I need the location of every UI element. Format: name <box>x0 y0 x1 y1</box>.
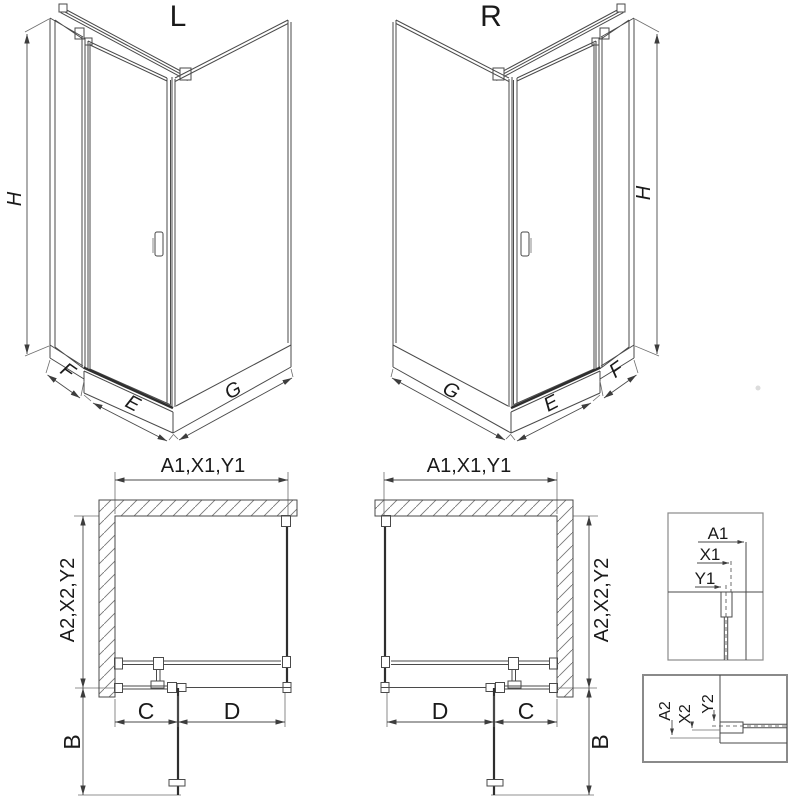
dim-label-f-right: F <box>605 357 628 383</box>
detail-a1-label: A1 <box>707 524 729 543</box>
wall-hatch-left-plan <box>99 500 297 697</box>
detail-y1-label: Y1 <box>694 569 716 588</box>
plan-left-c-label: C <box>137 698 155 724</box>
detail-box-side-profile <box>643 675 787 762</box>
detail-y2-label: Y2 <box>700 694 717 714</box>
plan-right-depth-label: A2,X2,Y2 <box>591 557 613 643</box>
plan-right-d-label: D <box>431 698 449 724</box>
perspective-view-left <box>4 0 293 441</box>
detail-a2-label: A2 <box>657 701 674 721</box>
detail-x2-label: X2 <box>677 704 694 724</box>
plan-view-right <box>375 455 613 795</box>
view-title-left: L <box>169 0 187 33</box>
dim-label-h-left: H <box>4 191 26 207</box>
view-title-right: R <box>480 0 502 33</box>
plan-right-b-label: B <box>587 734 613 750</box>
plan-view-left <box>57 455 297 795</box>
dim-label-g-right: G <box>438 377 464 405</box>
watermark-dot <box>756 386 761 391</box>
dim-label-g-left: G <box>220 377 246 405</box>
plan-left-b-label: B <box>59 734 85 750</box>
detail-box-top-profile <box>668 513 763 660</box>
plan-left-d-label: D <box>223 698 241 724</box>
plan-left-width-label: A1,X1,Y1 <box>160 455 246 477</box>
dim-label-h-right: H <box>633 185 655 201</box>
dim-label-f-left: F <box>56 358 79 384</box>
dim-label-e-right: E <box>540 390 563 417</box>
wall-hatch-right-plan <box>375 500 573 697</box>
plan-right-width-label: A1,X1,Y1 <box>426 455 512 477</box>
plan-right-c-label: C <box>517 698 535 724</box>
plan-left-depth-label: A2,X2,Y2 <box>57 557 79 643</box>
detail-x1-label: X1 <box>699 545 721 564</box>
dim-label-e-left: E <box>121 390 144 417</box>
perspective-view-right <box>391 0 659 441</box>
